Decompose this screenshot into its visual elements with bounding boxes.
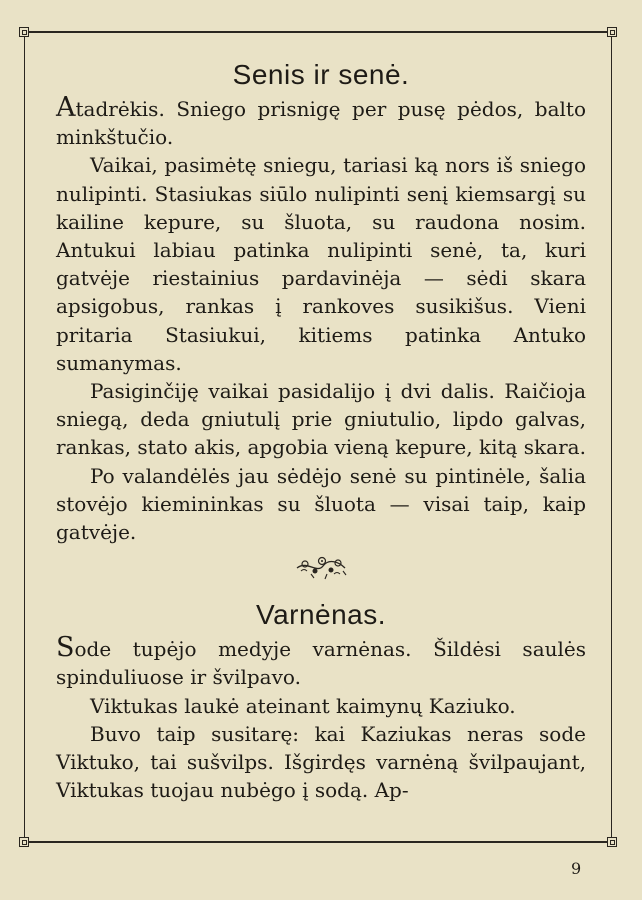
story-senis-ir-sene <box>56 56 586 546</box>
corner-ornament-bottom-right <box>607 837 617 847</box>
drop-cap: A <box>56 92 76 123</box>
story-title: Senis ir senė. <box>232 59 410 90</box>
story-paragraph: Po valandėlės jau sėdėjo senė su pintinėle, šalia stovėjo kiemininkas su šluota — visai taip, kaip gatvėje. <box>56 463 586 545</box>
story-paragraph: Pasiginčiję vaikai pasidalijo į dvi dalis. Raičioja sniegą, deda gniutulį prie gniutulio, lipdo galvas, rankas, stato akis, apgobia vieną kepure, kitą skara. <box>56 379 586 460</box>
paragraph-text: ode tupėjo medyje varnėnas. Šildėsi saulės spinduliuose ir švilpavo. <box>56 637 586 690</box>
corner-ornament-top-right <box>607 27 617 37</box>
page-number: 9 <box>571 859 582 878</box>
story-paragraph: Vaikai, pasimėtę sniegu, tariasi ką nors iš sniego nulipinti. Stasiukas siūlo nulipinti senį kiemsargį su kailine kepure, su šluota, su raudona nosim. Antukui labiau patinka nulipinti senė, ta, kuri gatvėje riestainius pardavinėja — sėdi skara apsigobus, rankas į rankoves susikišus. Vieni pritaria Stasiukui, kitiems patinka Antuko sumanymas. <box>56 153 586 375</box>
page-content <box>56 56 586 804</box>
drop-cap: S <box>56 632 75 664</box>
corner-ornament-bottom-left <box>19 837 29 847</box>
corner-ornament-top-left <box>19 27 29 37</box>
story-paragraph <box>56 634 586 691</box>
story-title: Varnėnas. <box>255 599 387 631</box>
story-paragraph <box>56 94 586 151</box>
story-paragraph: Viktukas laukė ateinant kaimynų Kaziuko. <box>90 693 516 718</box>
floral-vignette-icon <box>56 552 586 582</box>
paragraph-text: tadrėkis. Sniego prisnigę per pusę pėdos, balto minkštučio. <box>56 97 586 150</box>
story-paragraph: Buvo taip susitarę: kai Kaziukas neras sode Viktuko, tai sušvilps. Išgirdęs varnėną švilpaujant, Viktukas tuojau nubėgo į sodą. Ap- <box>56 721 586 803</box>
story-varnenas <box>56 596 586 804</box>
